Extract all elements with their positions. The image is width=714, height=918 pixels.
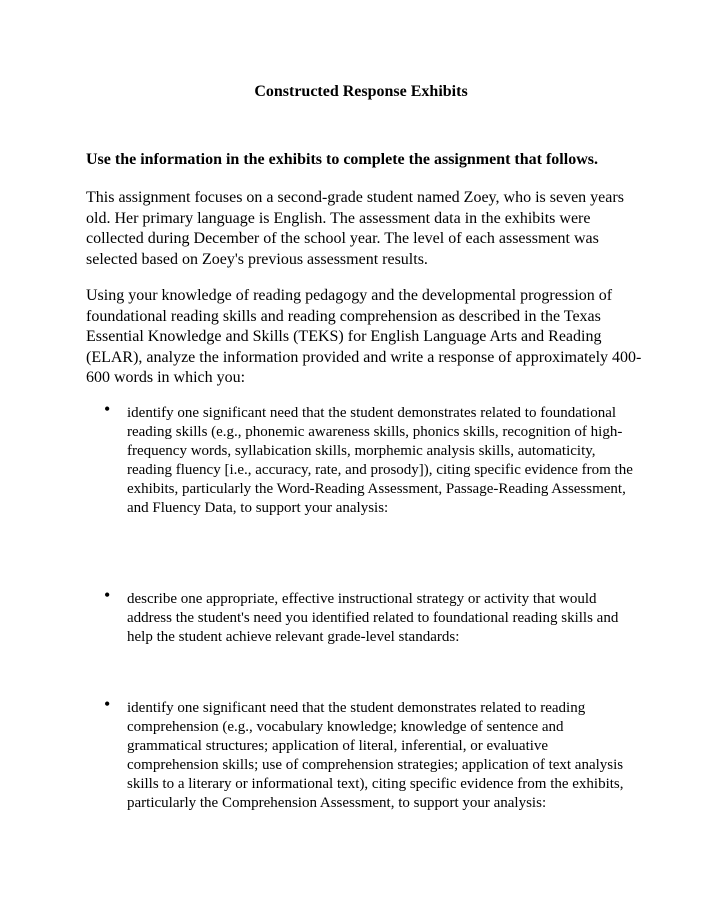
paragraph-student-background: This assignment focuses on a second-grade student named Zoey, who is seven years old. Her primary language is English. The assessment data in the exhibits were collected during December of the school year. The level of each assessment was selected based on Zoey's previous assessment results.: [86, 189, 624, 268]
bullet-text: identify one significant need that the student demonstrates related to foundational reading skills (e.g., phonemic awareness skills, phonics skills, recognition of high-frequency words, syllabication skills, morphemic analysis skills, automaticity, reading fluency [i.e., accuracy, rate, and prosody]), citing specific evidence from the exhibits, particularly the Word-Reading Assessment, Passage-Reading Assessment, and Fluency Data, to support your analysis:: [127, 405, 633, 516]
bullet-text: describe one appropriate, effective instructional strategy or activity that would address the student's need you identified related to foundational reading skills and help the student achieve relevant grade-level standards:: [127, 591, 619, 645]
bullet-icon: •: [104, 585, 111, 605]
document-title: Constructed Response Exhibits: [254, 83, 468, 100]
bullet-text: identify one significant need that the student demonstrates related to reading comprehension (e.g., vocabulary knowledge; knowledge of sentence and grammatical structures; application of literal, inferential, or evaluative comprehension skills; use of comprehension strategies; application of text analysis skills to a literary or informational text), citing specific evidence from the exhibits, particularly the Comprehension Assessment, to support your analysis:: [127, 700, 624, 811]
bullet-icon: •: [104, 694, 111, 714]
instruction-text: Use the information in the exhibits to complete the assignment that follows.: [86, 151, 598, 168]
bullet-icon: •: [104, 399, 111, 419]
paragraph-task-description: Using your knowledge of reading pedagogy and the developmental progression of foundational reading skills and reading comprehension as described in the Texas Essential Knowledge and Skills (TEKS) for English Language Arts and Reading (ELAR), analyze the information provided and write a response of approximately 400-600 words in which you:: [86, 287, 642, 387]
